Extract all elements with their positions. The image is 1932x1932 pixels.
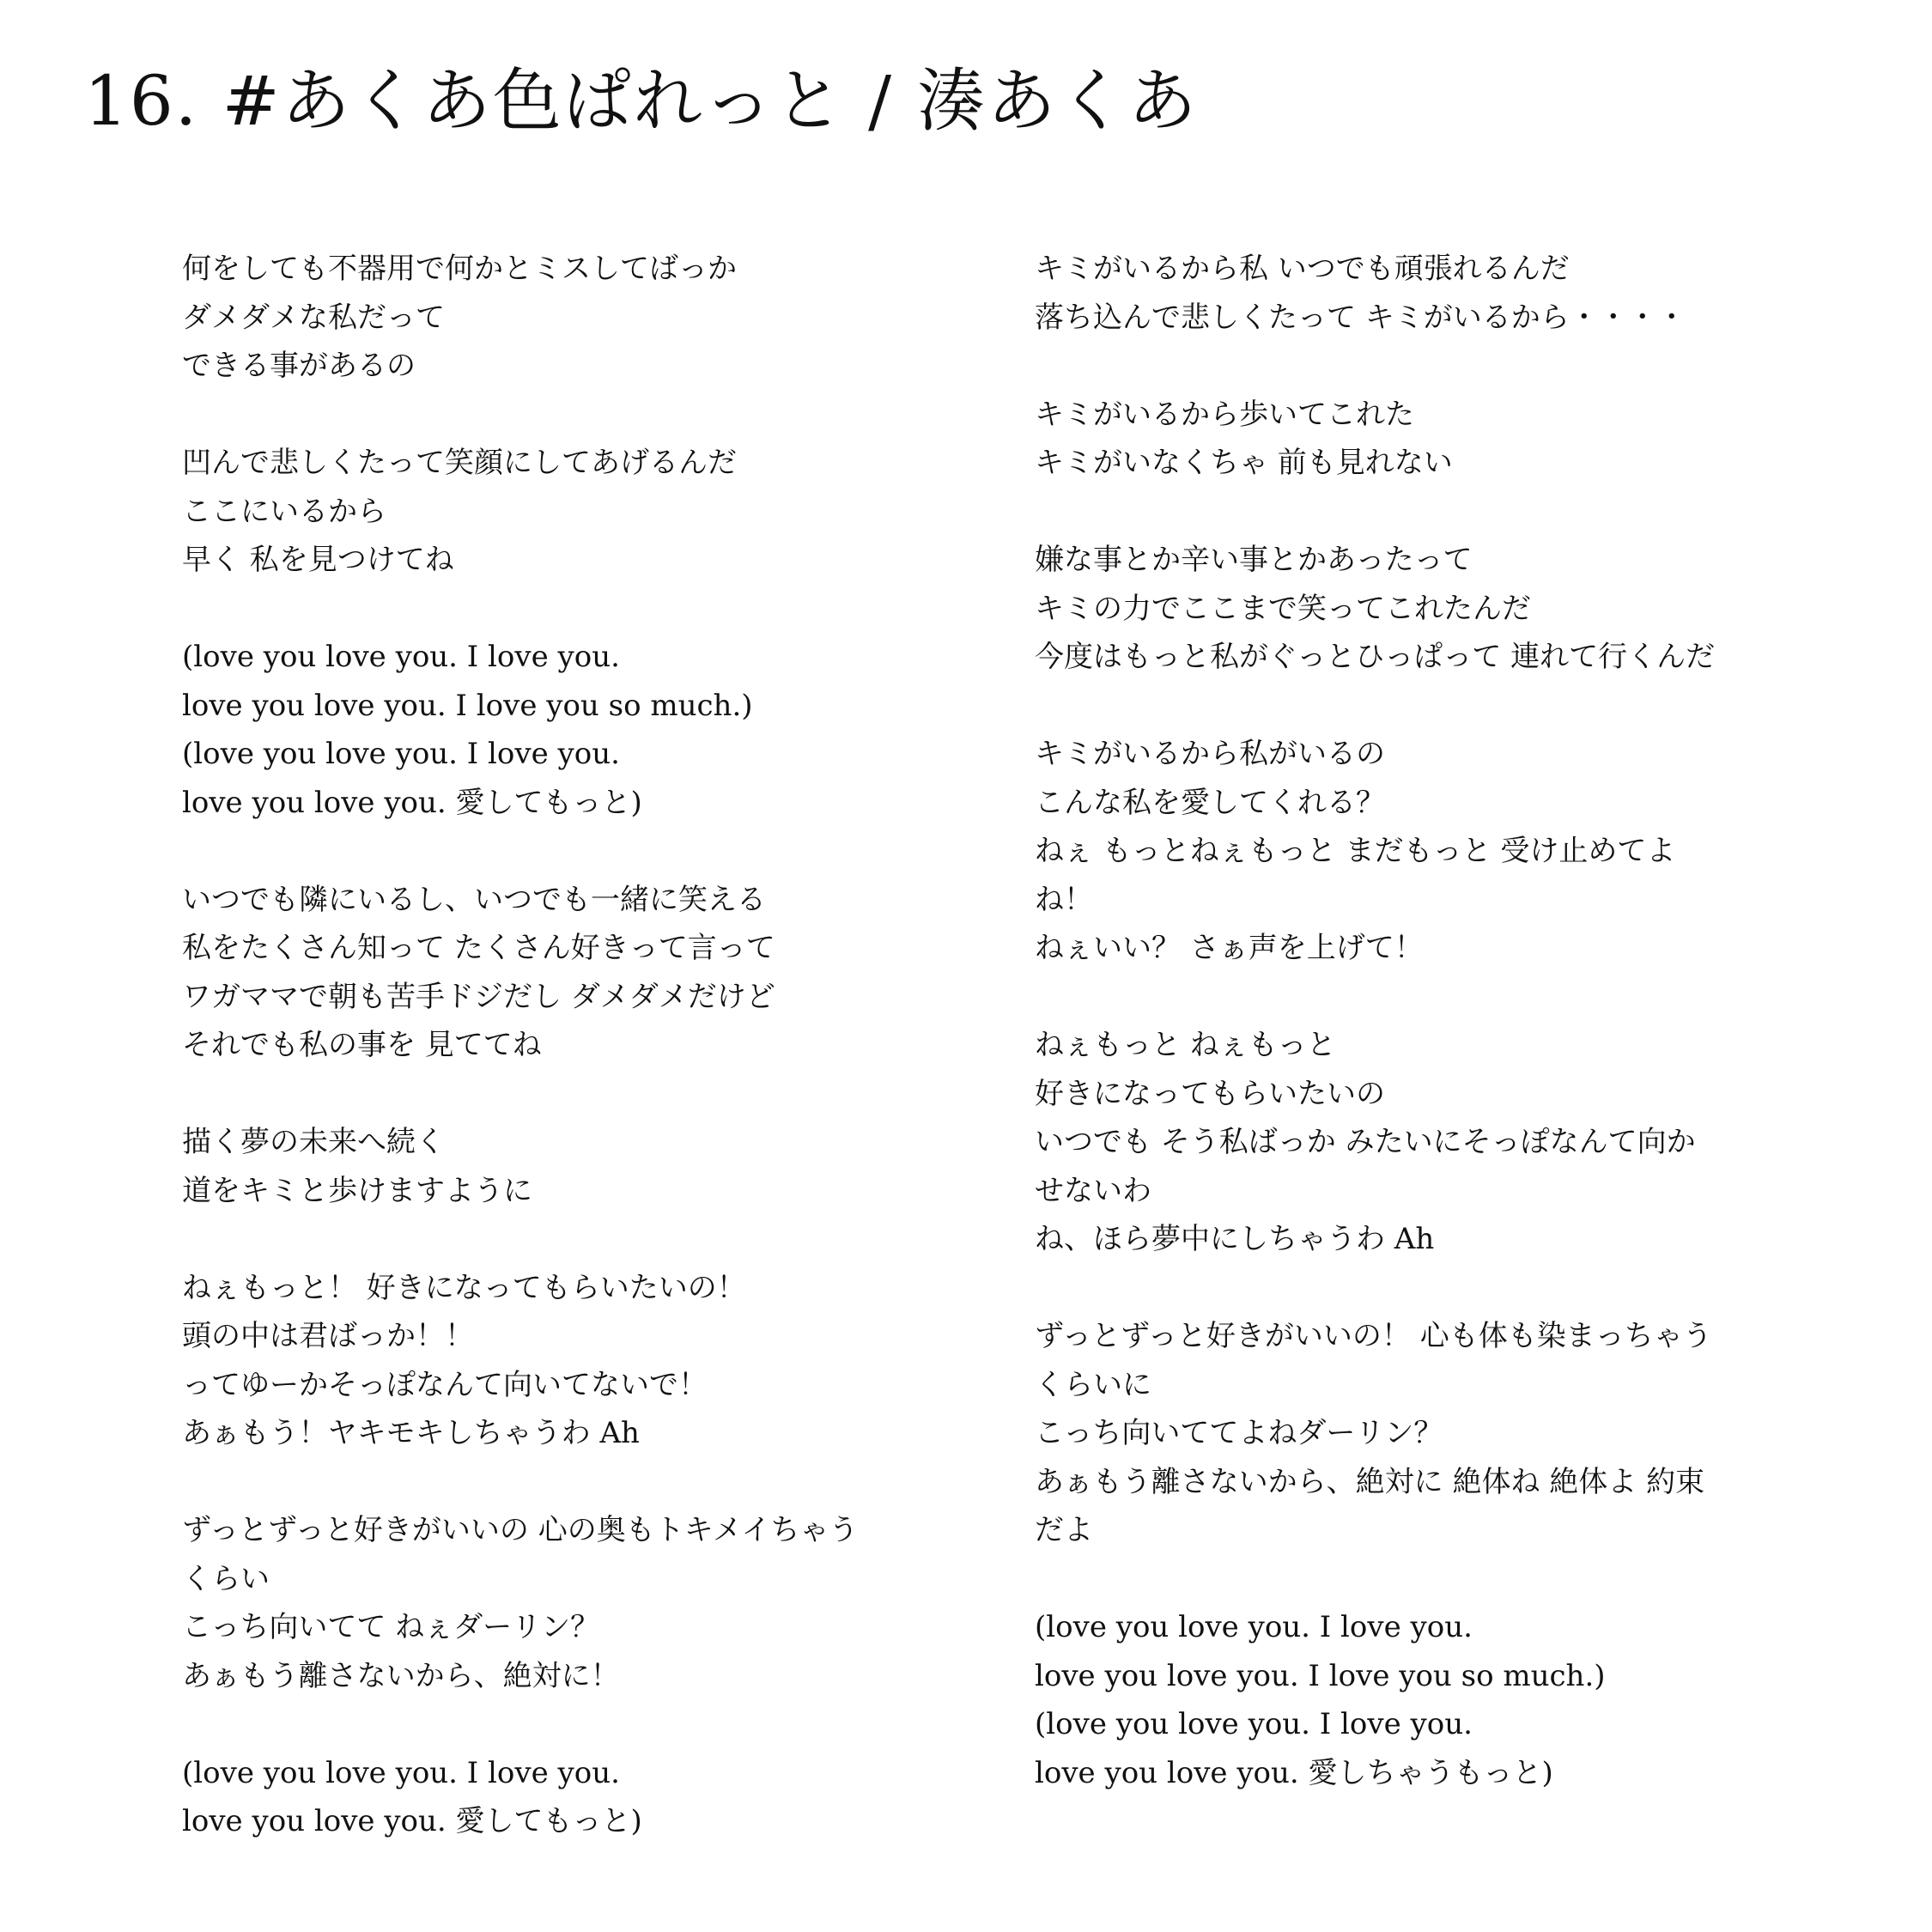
lyric-line: キミがいるから私 いつでも頑張れるんだ: [1035, 252, 1570, 286]
lyric-line: ねぇいい？ さぁ声を上げて！: [1035, 931, 1424, 965]
lyric-line: (love you love you. I love you.: [182, 640, 620, 674]
lyrics-stanza: [1035, 730, 1715, 973]
lyric-line: (love you love you. I love you.: [1035, 1707, 1473, 1741]
lyric-line: いつでも隣にいるし、いつでも一緒に笑える: [182, 882, 766, 917]
lyric-line: (love you love you. I love you.: [1035, 1610, 1473, 1644]
lyric-line: ワガママで朝も苦手ドジだし ダメダメだけど: [182, 979, 775, 1014]
lyric-line: だよ: [1035, 1513, 1093, 1547]
lyric-line: 今度はもっと私がぐっとひっぱって 連れて行くんだ: [1035, 640, 1716, 674]
lyrics-column-right: [1035, 245, 1715, 1846]
lyric-line: こっち向いてて ねぇダーリン？: [182, 1610, 600, 1644]
lyric-line: キミがいるから歩いてこれた: [1035, 397, 1414, 432]
lyric-line: ってゆーかそっぽなんて向いてないで！: [182, 1367, 708, 1402]
lyric-line: ずっとずっと好きがいいの 心の奥もトキメイちゃう: [182, 1513, 859, 1547]
lyrics-stanza: [182, 876, 858, 1070]
lyric-line: できる事があるの: [182, 349, 416, 383]
lyric-line: 描く夢の未来へ続く: [182, 1125, 445, 1159]
lyric-line: 落ち込んで悲しくたって キミがいるから・・・・: [1035, 300, 1686, 335]
lyric-line: (love you love you. I love you.: [182, 1755, 620, 1790]
lyrics-stanza: [182, 439, 858, 585]
lyrics-column-left: [182, 245, 858, 1894]
lyric-line: 道をキミと歩けますように: [182, 1173, 532, 1208]
lyric-line: あぁもう離さないから、絶対に！: [182, 1658, 620, 1693]
lyrics-stanza: [1035, 1021, 1715, 1264]
lyrics-stanza: [1035, 245, 1715, 342]
lyric-line: love you love you. 愛しちゃうもっと): [1035, 1755, 1553, 1790]
lyric-line: せないわ: [1035, 1173, 1151, 1208]
lyric-line: ずっとずっと好きがいいの！ 心も体も染まっちゃう: [1035, 1319, 1712, 1353]
lyric-line: ね、ほら夢中にしちゃうわ Ah: [1035, 1222, 1435, 1256]
lyrics-stanza: [182, 1264, 858, 1458]
lyric-line: キミの力でここまで笑ってこれたんだ: [1035, 591, 1531, 626]
lyrics-stanza: [182, 245, 858, 391]
lyrics-stanza: [182, 1118, 858, 1215]
lyric-line: ねぇもっと！ 好きになってもらいたいの！: [182, 1270, 746, 1305]
lyric-line: ダメダメな私だって: [182, 300, 445, 335]
lyric-line: love you love you. 愛してもっと): [182, 1804, 642, 1838]
lyric-line: キミがいるから私がいるの: [1035, 737, 1385, 771]
lyrics-stanza: [1035, 1312, 1715, 1555]
lyric-line: 私をたくさん知って たくさん好きって言って: [182, 931, 775, 965]
lyric-line: ね！: [1035, 882, 1093, 917]
lyric-line: それでも私の事を 見ててね: [182, 1028, 542, 1062]
lyric-line: あぁもう離さないから、絶対に 絶体ね 絶体よ 約束: [1035, 1464, 1705, 1499]
lyrics-stanza: [1035, 391, 1715, 488]
lyrics-stanza: [182, 1506, 858, 1700]
lyric-line: love you love you. I love you so much.): [1035, 1658, 1606, 1693]
lyrics-stanza: [1035, 536, 1715, 682]
page-title: 16. #あくあ色ぱれっと / 湊あくあ: [84, 61, 1199, 141]
lyric-line: 何をしても不器用で何かとミスしてばっか: [182, 252, 737, 286]
lyrics-stanza: [1035, 1603, 1715, 1797]
lyric-line: ねぇ もっとねぇもっと まだもっと 受け止めてよ: [1035, 834, 1676, 868]
lyric-line: いつでも そう私ばっか みたいにそっぽなんて向か: [1035, 1125, 1696, 1159]
lyric-line: 凹んで悲しくたって笑顔にしてあげるんだ: [182, 446, 737, 480]
lyric-line: love you love you. I love you so much.): [182, 688, 753, 723]
lyric-line: ここにいるから: [182, 494, 386, 529]
lyric-line: あぁもう！ヤキモキしちゃうわ Ah: [182, 1416, 640, 1450]
lyrics-stanza: [182, 633, 858, 827]
lyric-line: 嫌な事とか辛い事とかあったって: [1035, 543, 1473, 577]
lyric-line: こんな私を愛してくれる？: [1035, 785, 1385, 820]
lyric-line: くらいに: [1035, 1367, 1151, 1402]
lyric-line: 好きになってもらいたいの: [1035, 1076, 1385, 1111]
lyric-line: 早く 私を見つけてね: [182, 543, 454, 577]
lyric-line: キミがいなくちゃ 前も見れない: [1035, 446, 1453, 480]
lyric-line: love you love you. 愛してもっと): [182, 785, 642, 820]
lyric-line: (love you love you. I love you.: [182, 737, 620, 771]
lyric-line: 頭の中は君ばっか！！: [182, 1319, 474, 1353]
lyric-line: こっち向いててよねダーリン？: [1035, 1416, 1443, 1450]
lyrics-stanza: [182, 1749, 858, 1846]
lyric-line: くらい: [182, 1561, 270, 1596]
lyric-line: ねぇもっと ねぇもっと: [1035, 1028, 1336, 1062]
